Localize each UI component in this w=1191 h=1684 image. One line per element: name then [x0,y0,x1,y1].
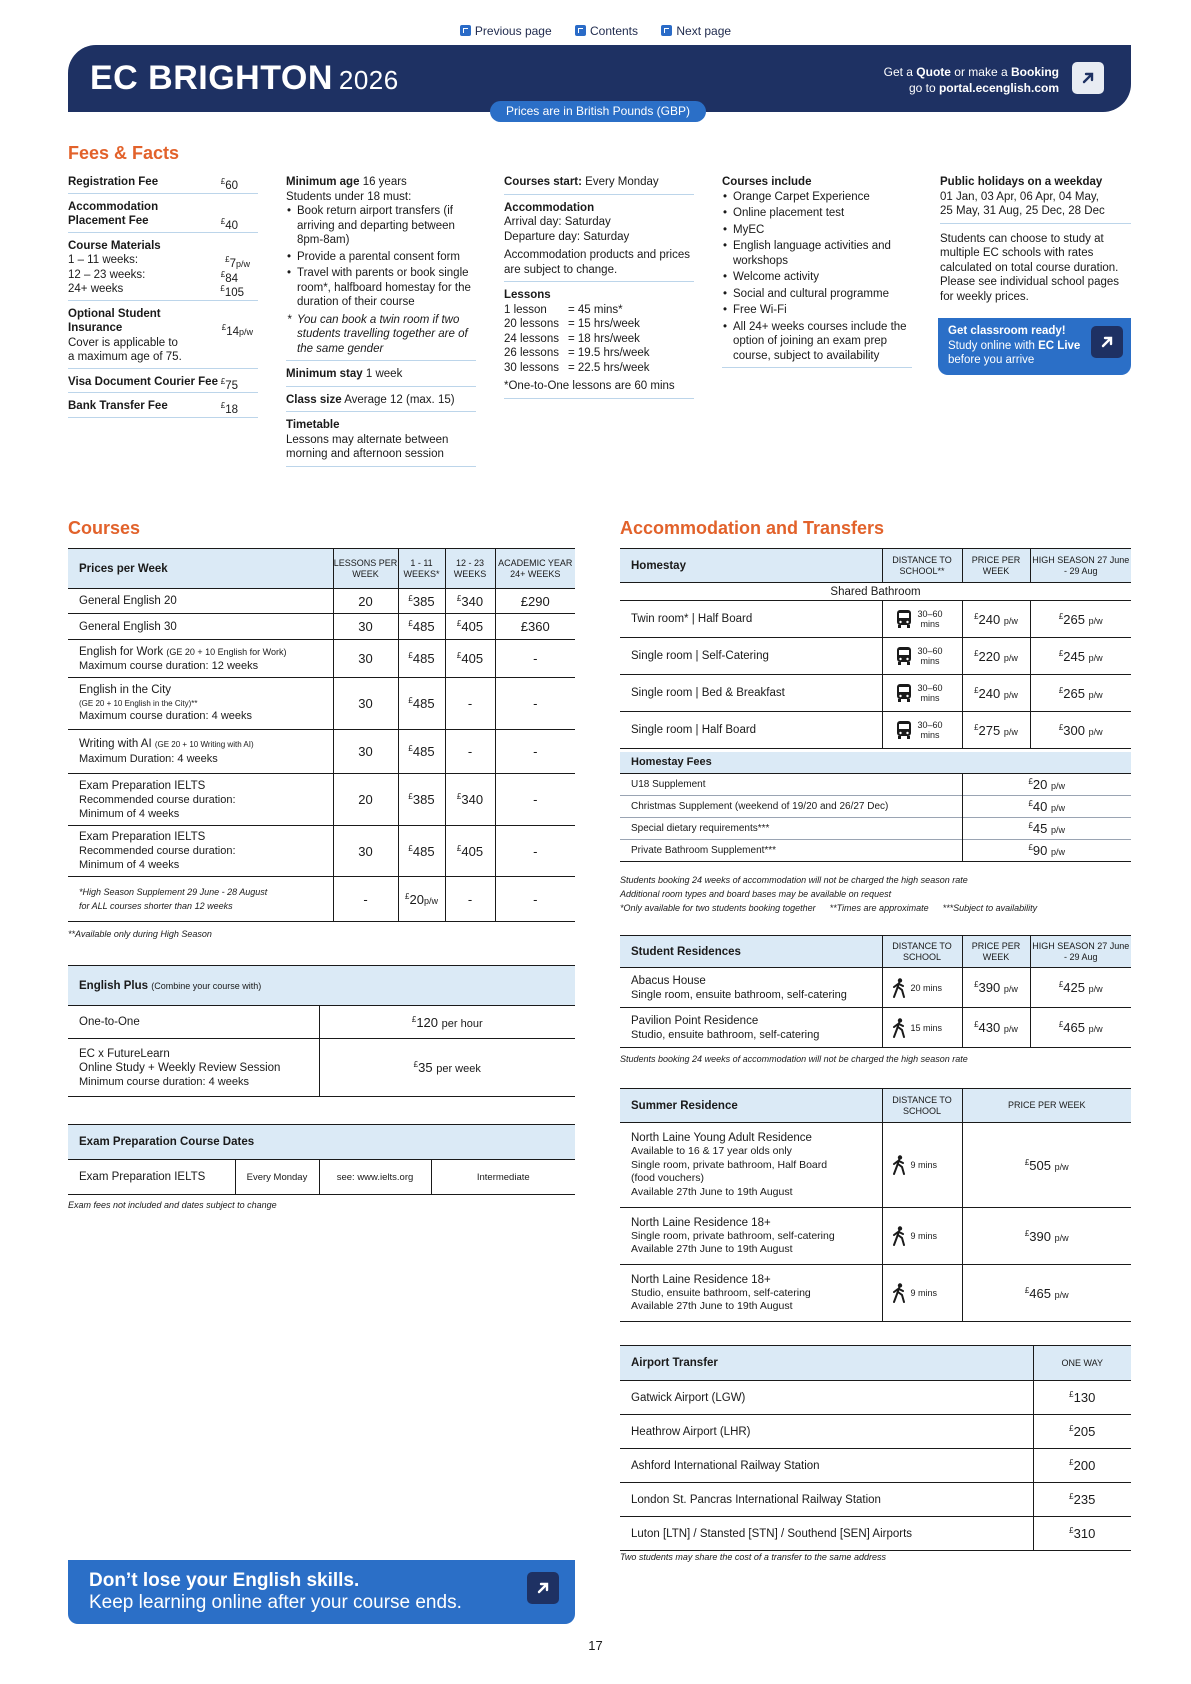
table-row: Luton [LTN] / Stansted [STN] / Southend [SEN] Airports £310 [620,1517,1131,1551]
bus-icon [895,609,913,629]
homestay-header: Homestay DISTANCE TO SCHOOL** PRICE PER WEEK HIGH SEASON 27 June - 29 Aug [620,549,1131,583]
table-row: Gatwick Airport (LGW) £130 [620,1381,1131,1415]
multi-school-note: Students can choose to study at multiple EC schools with rates calculated on total course duration. Please see individual school pages for weekly prices. [940,232,1120,303]
airport-note: Two students may share the cost of a transfer to the same address [620,1552,886,1562]
table-row: Heathrow Airport (LHR) £205 [620,1415,1131,1449]
page-year: 2026 [338,65,399,95]
classroom-ready-banner[interactable]: Get classroom ready! Study online with EC Live before you arrive [938,318,1131,375]
minimum-age-block: Minimum age 16 years Students under 18 must: • Book return airport transfers (if arriving and departing between 8pm-8am) • Provide a parental consent form • Travel with parents or book single room*, halfboard homestay for the duration of their course * You can book a twin room if two students travelling together are of the same gender [286,172,476,361]
table-row: Single room | Self-Catering 30–60 mins £220 p/w £245 p/w [620,638,1131,675]
table-row: Exam Preparation IELTS Recommended course duration: Minimum of 4 weeks 30 £485 £405 - [68,826,575,877]
table-row: Single room | Bed & Breakfast 30–60 mins £240 p/w £265 p/w [620,675,1131,712]
table-row: EC x FutureLearn Online Study + Weekly Review Session Minimum course duration: 4 weeks £35 per week [68,1039,575,1097]
courses-table [68,548,575,922]
keep-learning-banner[interactable]: Don’t lose your English skills. Keep learning online after your course ends. [68,1560,575,1624]
table-row: London St. Pancras International Railway Station £235 [620,1483,1131,1517]
previous-page-icon [460,25,471,36]
high-season-row: *High Season Supplement 29 June - 28 August for ALL courses shorter than 12 weeks - £20p/w - - [68,877,575,922]
fees-facts-title: Fees & Facts [68,143,180,163]
timetable-block: Timetable Lessons may alternate between morning and afternoon session [286,412,476,467]
airport-header: Airport Transfer ONE WAY [620,1346,1131,1381]
english-plus-header: English Plus (Combine your course with) [68,966,575,1006]
homestay-fees-table [620,752,1131,862]
accommodation-title: Accommodation and Transfers [620,518,885,538]
walking-icon [891,1283,907,1303]
table-row: Special dietary requirements*** £45 p/w [620,817,1131,839]
accommodation-fee-row: Accommodation Placement Fee £40 [68,194,258,233]
keep-learning-link-button[interactable] [527,1572,559,1604]
class-size-block: Class size Average 12 (max. 15) [286,387,476,413]
lessons-block: Lessons 1 lesson = 45 mins* 20 lessons = 15 hrs/week 24 lessons = 18 hrs/week 26 lessons = 19.5 hrs/week 30 lessons = 22.5 hrs/week *One-to-One lessons are 60 mins [504,282,694,399]
table-row: Exam Preparation IELTS Recommended course duration: Minimum of 4 weeks 20 £385 £340 - [68,774,575,826]
english-plus-table [68,965,575,1097]
fees-column [68,172,258,418]
arrow-up-right-icon [1100,335,1114,349]
table-row: Single room | Half Board 30–60 mins £275 p/w £300 p/w [620,712,1131,749]
courses-include-block: Courses include • Orange Carpet Experience • Online placement test • MyEC • English language activities and workshops • Welcome activity • Social and cultural programme • Free Wi-Fi • All 24+ weeks courses include the option of joining an exam prep course, subject to availability [722,172,912,368]
table-row: Pavilion Point Residence Studio, ensuite bathroom, self-catering 15 mins £430 p/w £465 p/w [620,1008,1131,1048]
courses-include-column [722,172,912,368]
summer-residence-table [620,1088,1131,1322]
table-row: General English 20 20 £385 £340 £290 [68,589,575,614]
portal-link-button[interactable] [1072,62,1104,94]
previous-page-link[interactable]: Previous page [460,24,552,38]
exam-dates-table [68,1124,575,1195]
classroom-link-button[interactable] [1091,326,1123,358]
table-row: Private Bathroom Supplement*** £90 p/w [620,839,1131,861]
table-row: North Laine Residence 18+ Studio, ensuite bathroom, self-catering Available 27th June to 19th August 9 mins £465 p/w [620,1265,1131,1322]
table-row: U18 Supplement £20 p/w [620,773,1131,795]
visa-fee-row: Visa Document Courier Fee £75 [68,369,258,394]
homestay-notes: Students booking 24 weeks of accommodation will not be charged the high season rate Additional room types and board bases may be available on request *Only available for two students booking together **Times are approximate ***Subject to availability [620,875,1038,913]
table-row: General English 30 30 £485 £405 £360 [68,614,575,640]
airport-transfer-table [620,1345,1131,1551]
holidays-block: Public holidays on a weekday 01 Jan, 03 Apr, 06 Apr, 04 May, 25 May, 31 Aug, 25 Dec, 28 Dec [940,172,1131,224]
shared-bathroom-row: Shared Bathroom [620,583,1131,601]
walking-icon [891,1018,907,1038]
course-dates-column [504,172,694,399]
contents-icon [575,25,586,36]
residences-note: Students booking 24 weeks of accommodation will not be charged the high season rate [620,1054,968,1064]
page-title: EC BRIGHTON 2026 [90,59,399,97]
accommodation-days-block: Accommodation Arrival day: Saturday Departure day: Saturday Accommodation products and prices are subject to change. [504,195,694,283]
registration-fee-row: Registration Fee £60 [68,172,258,194]
holidays-column [940,172,1131,304]
arrow-up-right-icon [536,1581,550,1595]
courses-footnote: **Available only during High Season [68,929,212,939]
student-residences-table [620,935,1131,1048]
table-row: Twin room* | Half Board 30–60 mins £240 p/w £265 p/w [620,601,1131,638]
walking-icon [891,978,907,998]
residences-header: Student Residences DISTANCE TO SCHOOL PRICE PER WEEK HIGH SEASON 27 June - 29 Aug [620,936,1131,968]
materials-row: Course Materials 1 – 11 weeks: £7p/w 12 – 23 weeks: £84 24+ weeks £105 [68,233,258,301]
table-row: Exam Preparation IELTS Every Monday see: www.ielts.org Intermediate [68,1160,575,1195]
table-row: Abacus House Single room, ensuite bathroom, self-catering 20 mins £390 p/w £425 p/w [620,968,1131,1008]
next-page-icon [661,25,672,36]
table-row: North Laine Residence 18+ Single room, private bathroom, self-catering Available 27th June to 19th August 9 mins £390 p/w [620,1208,1131,1265]
top-navigation [0,24,1191,38]
contents-link[interactable]: Contents [575,24,638,38]
bus-icon [895,646,913,666]
insurance-row: Optional Student Insurance £14p/w Cover is applicable to a maximum age of 75. [68,301,258,369]
bank-fee-row: Bank Transfer Fee £18 [68,393,258,418]
courses-title: Courses [68,518,141,538]
bus-icon [895,720,913,740]
age-requirements-column [286,172,476,467]
homestay-fees-header: Homestay Fees [620,752,1131,773]
currency-pill: Prices are in British Pounds (GBP) [490,101,706,122]
table-row: Ashford International Railway Station £200 [620,1449,1131,1483]
quote-booking-text: Get a Quote or make a Booking go to portal.ecenglish.com [883,65,1059,95]
exam-dates-note: Exam fees not included and dates subject to change [68,1200,277,1210]
minimum-stay-block: Minimum stay 1 week [286,361,476,387]
courses-header-row: Prices per Week LESSONS PER WEEK 1 - 11 WEEKS* 12 - 23 WEEKS ACADEMIC YEAR 24+ WEEKS [68,549,575,589]
table-row: English for Work (GE 20 + 10 English for Work) Maximum course duration: 12 weeks 30 £485 £405 - [68,640,575,678]
homestay-table [620,548,1131,749]
table-row: Writing with AI (GE 20 + 10 Writing with AI) Maximum Duration: 4 weeks 30 £485 - - [68,730,575,774]
bus-icon [895,683,913,703]
next-page-link[interactable]: Next page [661,24,731,38]
summer-header: Summer Residence DISTANCE TO SCHOOL PRICE PER WEEK [620,1089,1131,1123]
arrow-up-right-icon [1081,71,1095,85]
exam-dates-header: Exam Preparation Course Dates [68,1125,575,1160]
table-row: English in the City (GE 20 + 10 English in the City)** Maximum course duration: 4 weeks 30 £485 - - [68,678,575,730]
table-row: One-to-One £120 per hour [68,1006,575,1039]
courses-start-block: Courses start: Every Monday [504,172,694,195]
table-row: North Laine Young Adult Residence Available to 16 & 17 year olds only Single room, private bathroom, Half Board (food vouchers) Available 27th June to 19th August 9 mins £505 p/w [620,1123,1131,1208]
walking-icon [891,1155,907,1175]
table-row: Christmas Supplement (weekend of 19/20 and 26/27 Dec) £40 p/w [620,795,1131,817]
walking-icon [891,1226,907,1246]
page-number: 17 [588,1638,603,1653]
